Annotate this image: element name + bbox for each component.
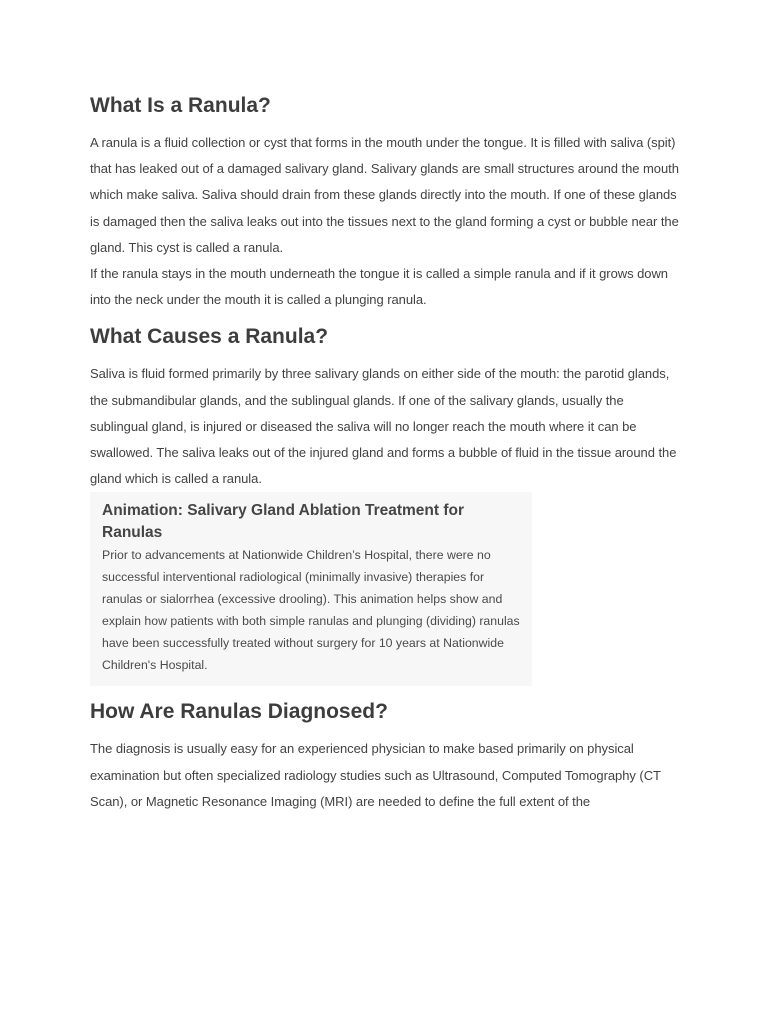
- paragraph-ranula-types: If the ranula stays in the mouth underneath the tongue it is called a simple ranula and if it grows down into the neck under the mouth it is called a plunging ranula.: [90, 266, 668, 308]
- animation-callout[interactable]: [90, 492, 532, 686]
- callout-title[interactable]: Animation: Salivary Gland Ablation Treatment for Ranulas: [102, 502, 465, 542]
- paragraph-ranula-causes: Saliva is fluid formed primarily by three salivary glands on either side of the mouth: the parotid glands, the submandibular glands, and the sublingual glands. If one of the salivary glands, usually the sublingual gland, is injured or diseased the saliva will no longer reach the mouth where it can be swallowed. The saliva leaks out of the injured gland and forms a bubble of fluid in the tissue around the gland which is called a ranula.: [90, 366, 677, 487]
- section-heading-what-is-ranula: What Is a Ranula?: [90, 94, 271, 117]
- article-content: [90, 82, 680, 815]
- paragraph-ranula-definition: A ranula is a fluid collection or cyst that forms in the mouth under the tongue. It is filled with saliva (spit) that has leaked out of a damaged salivary gland. Salivary glands are small structures around the mouth which make saliva. Saliva should drain from these glands directly into the mouth. If one of these glands is damaged then the saliva leaks out into the tissues next to the gland forming a cyst or bubble near the gland. This cyst is called a ranula.: [90, 135, 679, 255]
- callout-body: Prior to advancements at Nationwide Children’s Hospital, there were no successful interventional radiological (minimally invasive) therapies for ranulas or sialorrhea (excessive drooling). This animation helps show and explain how patients with both simple ranulas and plunging (dividing) ranulas have been successfully treated without surgery for 10 years at Nationwide Children's Hospital.: [102, 548, 520, 673]
- section-heading-what-causes-ranula: What Causes a Ranula?: [90, 325, 329, 349]
- section-heading-how-diagnosed: How Are Ranulas Diagnosed?: [90, 700, 388, 724]
- paragraph-ranula-diagnosis: The diagnosis is usually easy for an experienced physician to make based primarily on physical examination but often specialized radiology studies such as Ultrasound, Computed Tomography (CT Scan), or Magnetic Resonance Imaging (MRI) are needed to define the full extent of the: [90, 741, 661, 809]
